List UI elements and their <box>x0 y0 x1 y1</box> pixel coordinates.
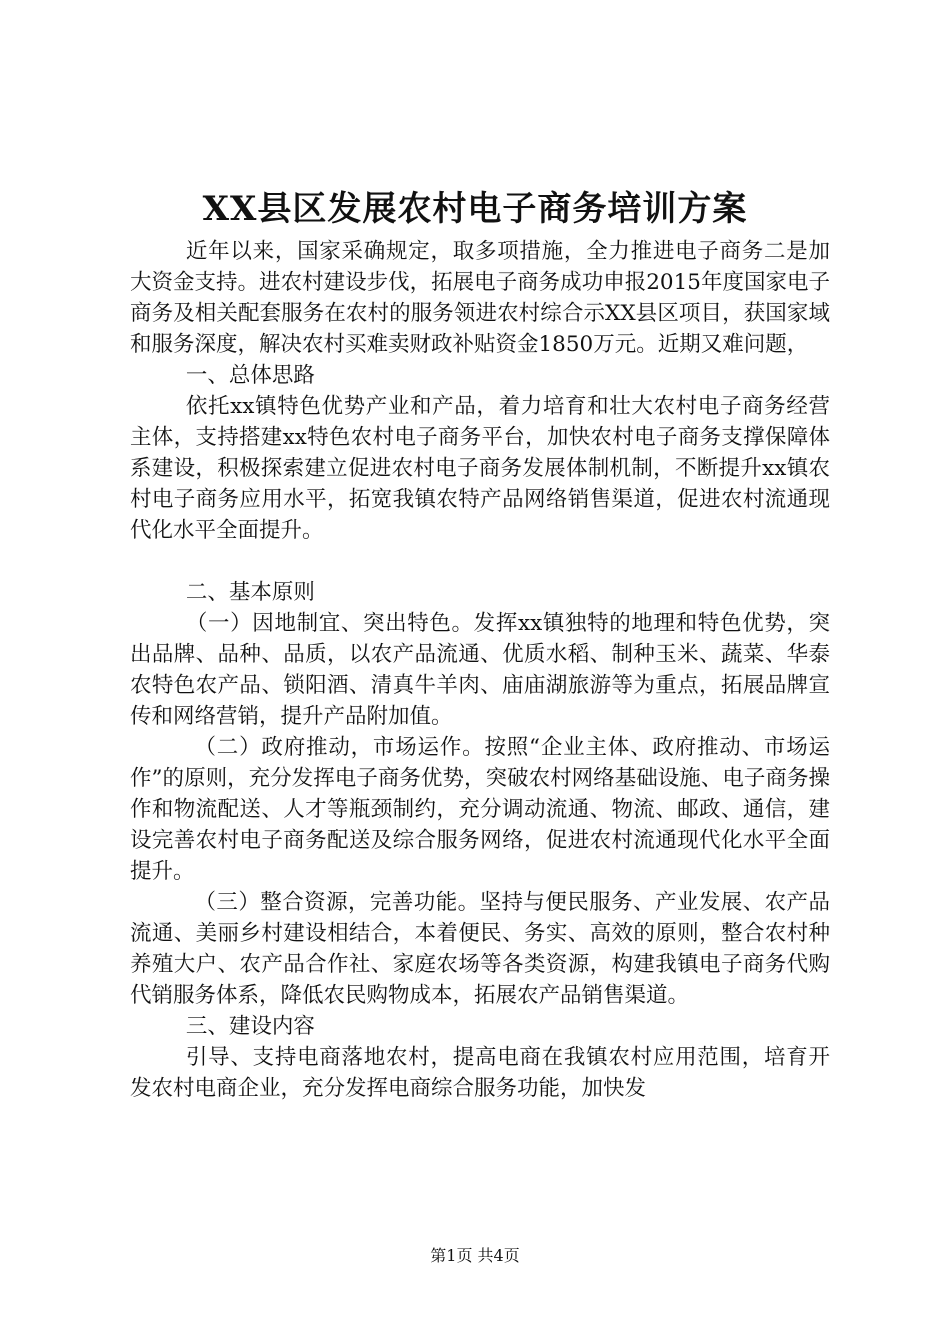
paragraph-principle-2: （二）政府推动，市场运作。按照“企业主体、政府推动、市场运作”的原则，充分发挥电子商务优势，突破农村网络基础设施、电子商务操作和物流配送、人才等瓶颈制约，充分调动流通、物流、邮政、通信，建设完善农村电子商务配送及综合服务网络，促进农村流通现代化水平全面提升。 <box>130 735 830 884</box>
section-heading-2: 二、基本原则 <box>185 580 315 605</box>
page-number-footer: 第1页 共4页 <box>430 1246 520 1265</box>
paragraph-overall-approach: 依托xx镇特色优势产业和产品，着力培育和壮大农村电子商务经营主体，支持搭建xx特色农村电子商务平台，加快农村电子商务支撑保障体系建设，积极探索建立促进农村电子商务发展体制机制，不断提升xx镇农村电子商务应用水平，拓宽我镇农特产品网络销售渠道，促进农村流通现代化水平全面提升。 <box>130 394 830 543</box>
paragraph-intro: 近年以来，国家采确规定，取多项措施，全力推进电子商务二是加大资金支持。进农村建设步伐，拓展电子商务成功申报2015年度国家电子商务及相关配套服务在农村的服务领进农村综合示XX县区项目，获国家域和服务深度，解决农村买难卖财政补贴资金1850万元。近期又难问题， <box>130 239 830 357</box>
blank-line <box>130 546 830 577</box>
paragraph-principle-3: （三）整合资源，完善功能。坚持与便民服务、产业发展、农产品流通、美丽乡村建设相结合，本着便民、务实、高效的原则，整合农村种养殖大户、农产品合作社、家庭农场等各类资源，构建我镇电子商务代购代销服务体系，降低农民购物成本，拓展农产品销售渠道。 <box>130 890 830 1008</box>
section-heading-3: 三、建设内容 <box>185 1014 315 1039</box>
paragraph-construction: 引导、支持电商落地农村，提高电商在我镇农村应用范围，培育开发农村电商企业，充分发挥电商综合服务功能，加快发 <box>130 1045 830 1101</box>
document-body <box>130 236 830 1104</box>
document-title: XX县区发展农村电子商务培训方案 <box>202 189 748 229</box>
paragraph-principle-1: （一）因地制宜、突出特色。发挥xx镇独特的地理和特色优势，突出品牌、品种、品质，以农产品流通、优质水稻、制种玉米、蔬菜、华泰农特色农产品、锁阳酒、清真牛羊肉、庙庙湖旅游等为重点，拓展品牌宣传和网络营销，提升产品附加值。 <box>130 611 830 729</box>
section-heading-1: 一、总体思路 <box>185 363 315 388</box>
